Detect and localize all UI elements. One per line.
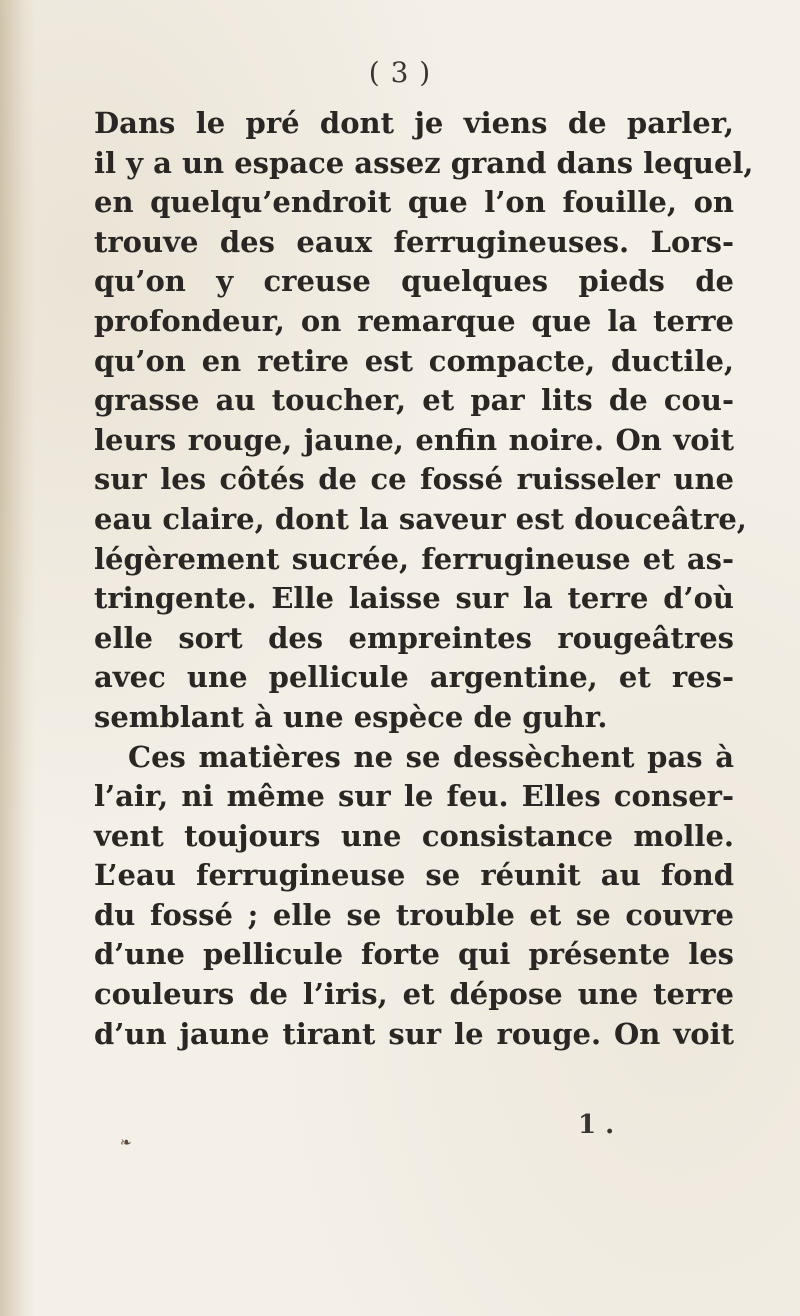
text-line: qu’on y creuse quelques pieds de [94,264,734,299]
text-line: tringente. Elle laisse sur la terre d’où [94,581,734,616]
text-line: eau claire, dont la saveur est douceâtre, [94,501,747,536]
text-line: elle sort des empreintes rougeâtres [94,620,734,655]
text-line: Ces matières ne se dessèchent pas à [128,739,734,774]
text-line: L’eau ferrugineuse se réunit au fond [94,858,734,893]
text-line: grasse au toucher, et par lits de cou- [94,383,734,418]
text-line: vent toujours une consistance molle. [94,818,734,853]
text-line: trouve des eaux ferrugineuses. Lors- [94,224,734,259]
ink-speck-icon: ❧ [120,1135,132,1151]
text-line: semblant à une espèce de guhr. [94,699,608,734]
text-line: avec une pellicule argentine, et res- [94,660,734,695]
text-line: d’un jaune tirant sur le rouge. On voit [94,1016,734,1051]
page-gutter-shadow [0,0,36,1316]
text-line: il y a un espace assez grand dans lequel, [94,145,754,180]
signature-mark: 1 . [578,1110,615,1140]
body-text [94,104,754,1054]
text-line: profondeur, on remarque que la terre [94,303,734,338]
text-line: légèrement sucrée, ferrugineuse et as- [94,541,734,576]
text-line: couleurs de l’iris, et dépose une terre [94,977,734,1012]
text-line: qu’on en retire est compacte, ductile, [94,343,734,378]
text-line: d’une pellicule forte qui présente les [94,937,734,972]
page-number: ( 3 ) [368,56,432,89]
text-line: leurs rouge, jaune, enfin noire. On voit [94,422,734,457]
text-line: en quelqu’endroit que l’on fouille, on [94,185,734,220]
text-line: Dans le pré dont je viens de parler, [94,106,734,140]
text-line: sur les côtés de ce fossé ruisseler une [94,462,734,497]
text-line: l’air, ni même sur le feu. Elles conser- [94,779,734,814]
text-line: du fossé ; elle se trouble et se couvre [94,897,734,932]
